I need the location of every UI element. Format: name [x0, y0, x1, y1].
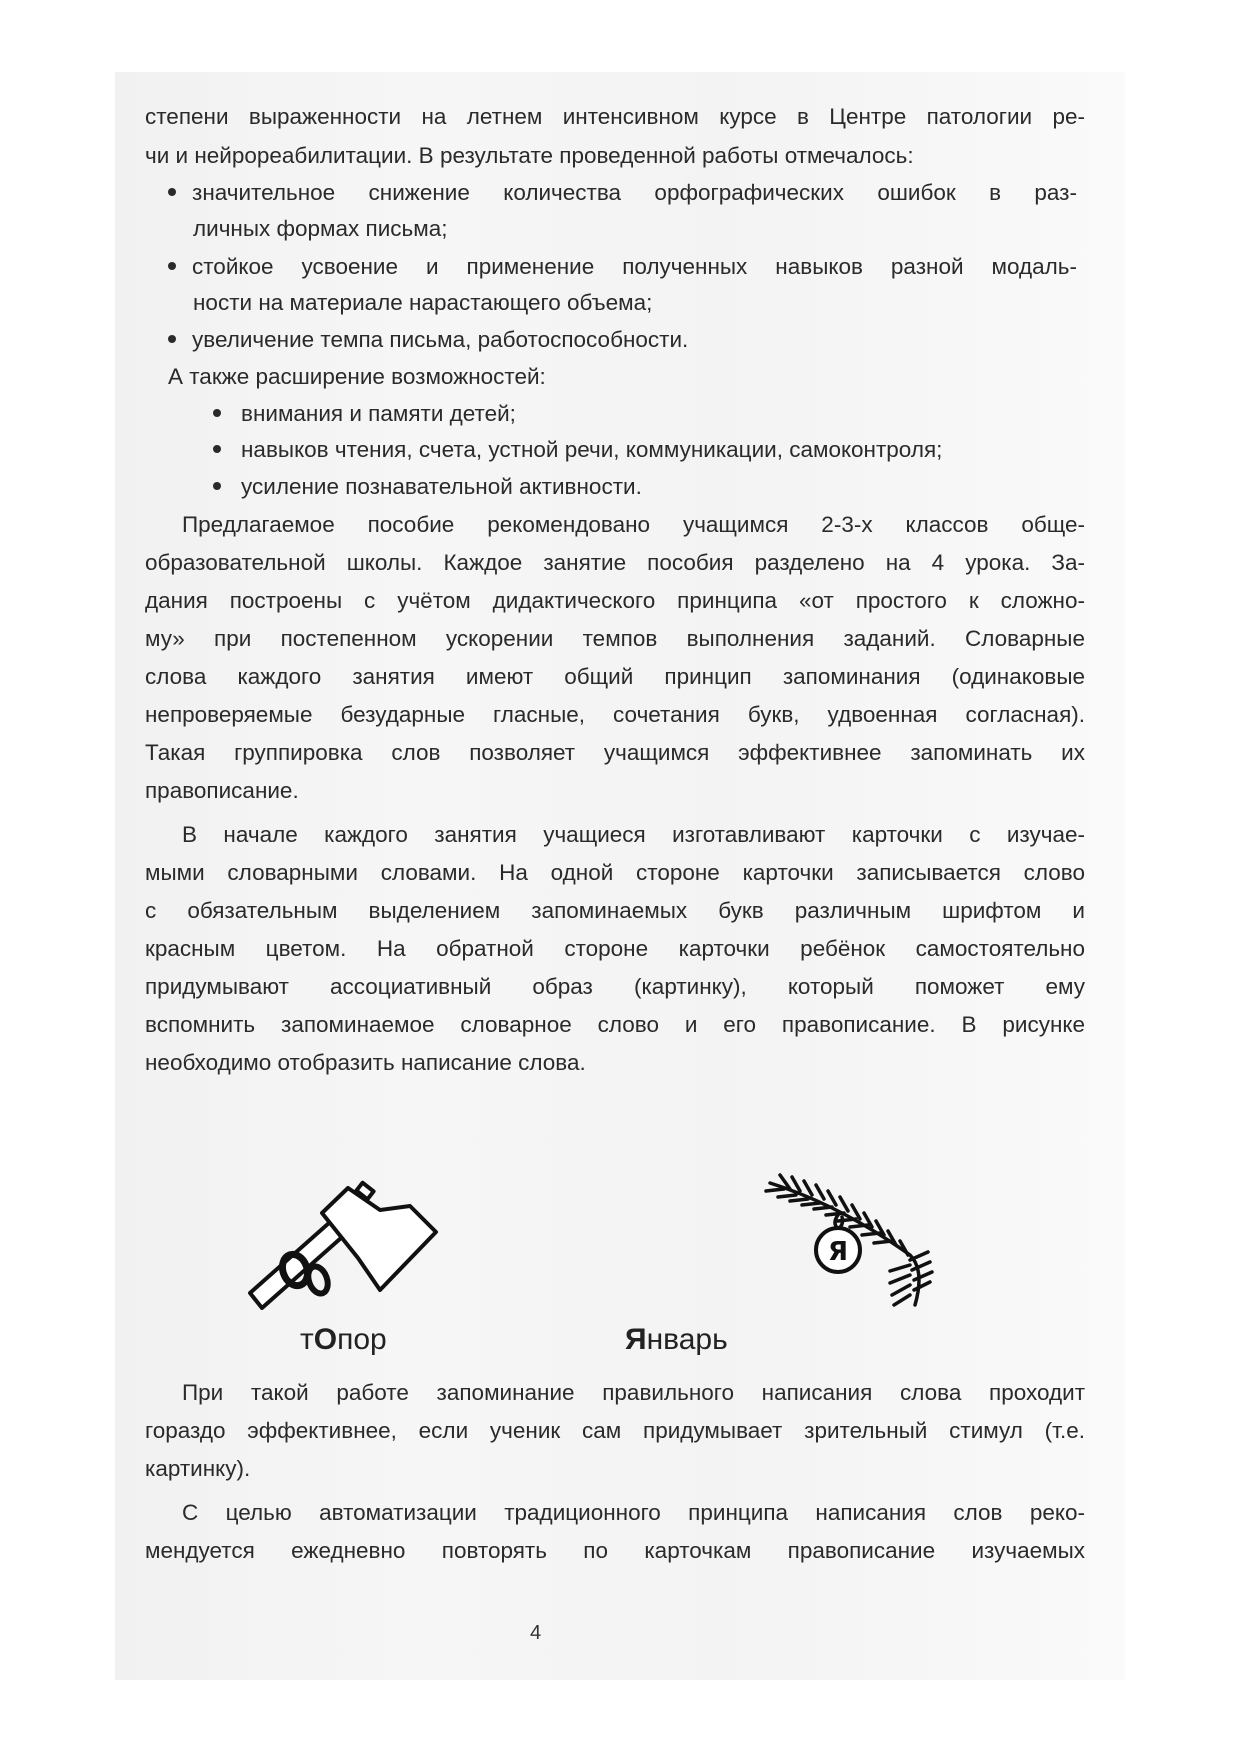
- abilities-list-item: усиление познавательной активности.: [213, 474, 642, 500]
- intro-line-2: чи и нейрореабилитации. В результате проведенной работы отмечалось:: [145, 143, 914, 168]
- paragraph-line: слова каждого занятия имеют общий принцип запоминания (одинаковые: [145, 664, 1085, 689]
- paragraph-line: необходимо отобразить написание слова.: [145, 1050, 586, 1075]
- paragraph-line: непроверяемые безударные гласные, сочетания букв, удвоенная согласная).: [145, 702, 1085, 727]
- results-list-item: значительное снижение количества орфографических ошибок в раз-: [168, 180, 1080, 206]
- paragraph-line: гораздо эффективнее, если ученик сам придумывает зрительный стимул (т.е.: [145, 1418, 1085, 1443]
- bullet-icon: [213, 409, 221, 417]
- results-list-item-continuation: личных формах письма;: [193, 216, 448, 241]
- fir-branch-ornament-icon: [760, 1165, 940, 1315]
- abilities-list-item: навыков чтения, счета, устной речи, коммуникации, самоконтроля;: [213, 437, 942, 463]
- paragraph-line: мыми словарными словами. На одной стороне карточки записывается слово: [145, 860, 1085, 885]
- results-list-item: увеличение темпа письма, работоспособности.: [168, 327, 688, 353]
- caption-highlight-letter: Я: [625, 1323, 647, 1356]
- bullet-icon: [168, 335, 176, 343]
- paragraph-line: образовательной школы. Каждое занятие пособия разделено на 4 урока. За-: [145, 550, 1085, 575]
- paragraph-line: придумывают ассоциативный образ (картинку), который поможет ему: [145, 974, 1085, 999]
- bullet-icon: [213, 482, 221, 490]
- page-number: 4: [530, 1622, 542, 1644]
- axe-icon: [240, 1170, 480, 1320]
- intro-line-1: степени выраженности на летнем интенсивном курсе в Центре патологии ре-: [145, 104, 1085, 129]
- paragraph-line: с обязательным выделением запоминаемых букв различным шрифтом и: [145, 898, 1085, 923]
- paragraph-line: вспомнить запоминаемое словарное слово и его правописание. В рисунке: [145, 1012, 1085, 1037]
- caption-topor: тОпор: [300, 1323, 387, 1356]
- bullet-icon: [213, 445, 221, 453]
- paragraph-line: мендуется ежедневно повторять по карточкам правописание изучаемых: [145, 1538, 1085, 1563]
- paragraph-line: Предлагаемое пособие рекомендовано учащимся 2-3-х классов обще-: [182, 512, 1085, 537]
- paragraph-line: В начале каждого занятия учащиеся изготавливают карточки с изучае-: [182, 822, 1085, 847]
- paragraph-line: картинку).: [145, 1456, 251, 1481]
- paragraph-line: правописание.: [145, 778, 299, 803]
- paragraph-line: красным цветом. На обратной стороне карточки ребёнок самостоятельно: [145, 936, 1085, 961]
- paragraph-line: му» при постепенном ускорении темпов выполнения заданий. Словарные: [145, 626, 1085, 651]
- paragraph-line: дания построены с учётом дидактического принципа «от простого к сложно-: [145, 588, 1085, 613]
- svg-text:Я: Я: [827, 1237, 849, 1267]
- abilities-list-item: внимания и памяти детей;: [213, 401, 516, 427]
- paragraph-line: Такая группировка слов позволяет учащимся эффективнее запоминать их: [145, 740, 1085, 765]
- results-list-item: стойкое усвоение и применение полученных навыков разной модаль-: [168, 254, 1080, 280]
- results-list-item-continuation: ности на материале нарастающего объема;: [193, 290, 653, 315]
- caption-yanvar: Январь: [625, 1323, 728, 1356]
- bullet-icon: [168, 262, 176, 270]
- paragraph-line: При такой работе запоминание правильного написания слова проходит: [182, 1380, 1085, 1405]
- caption-highlight-letter: О: [313, 1323, 338, 1356]
- bullet-icon: [168, 188, 176, 196]
- also-heading: А также расширение возможностей:: [168, 364, 546, 389]
- paragraph-line: С целью автоматизации традиционного принципа написания слов реко-: [182, 1500, 1085, 1525]
